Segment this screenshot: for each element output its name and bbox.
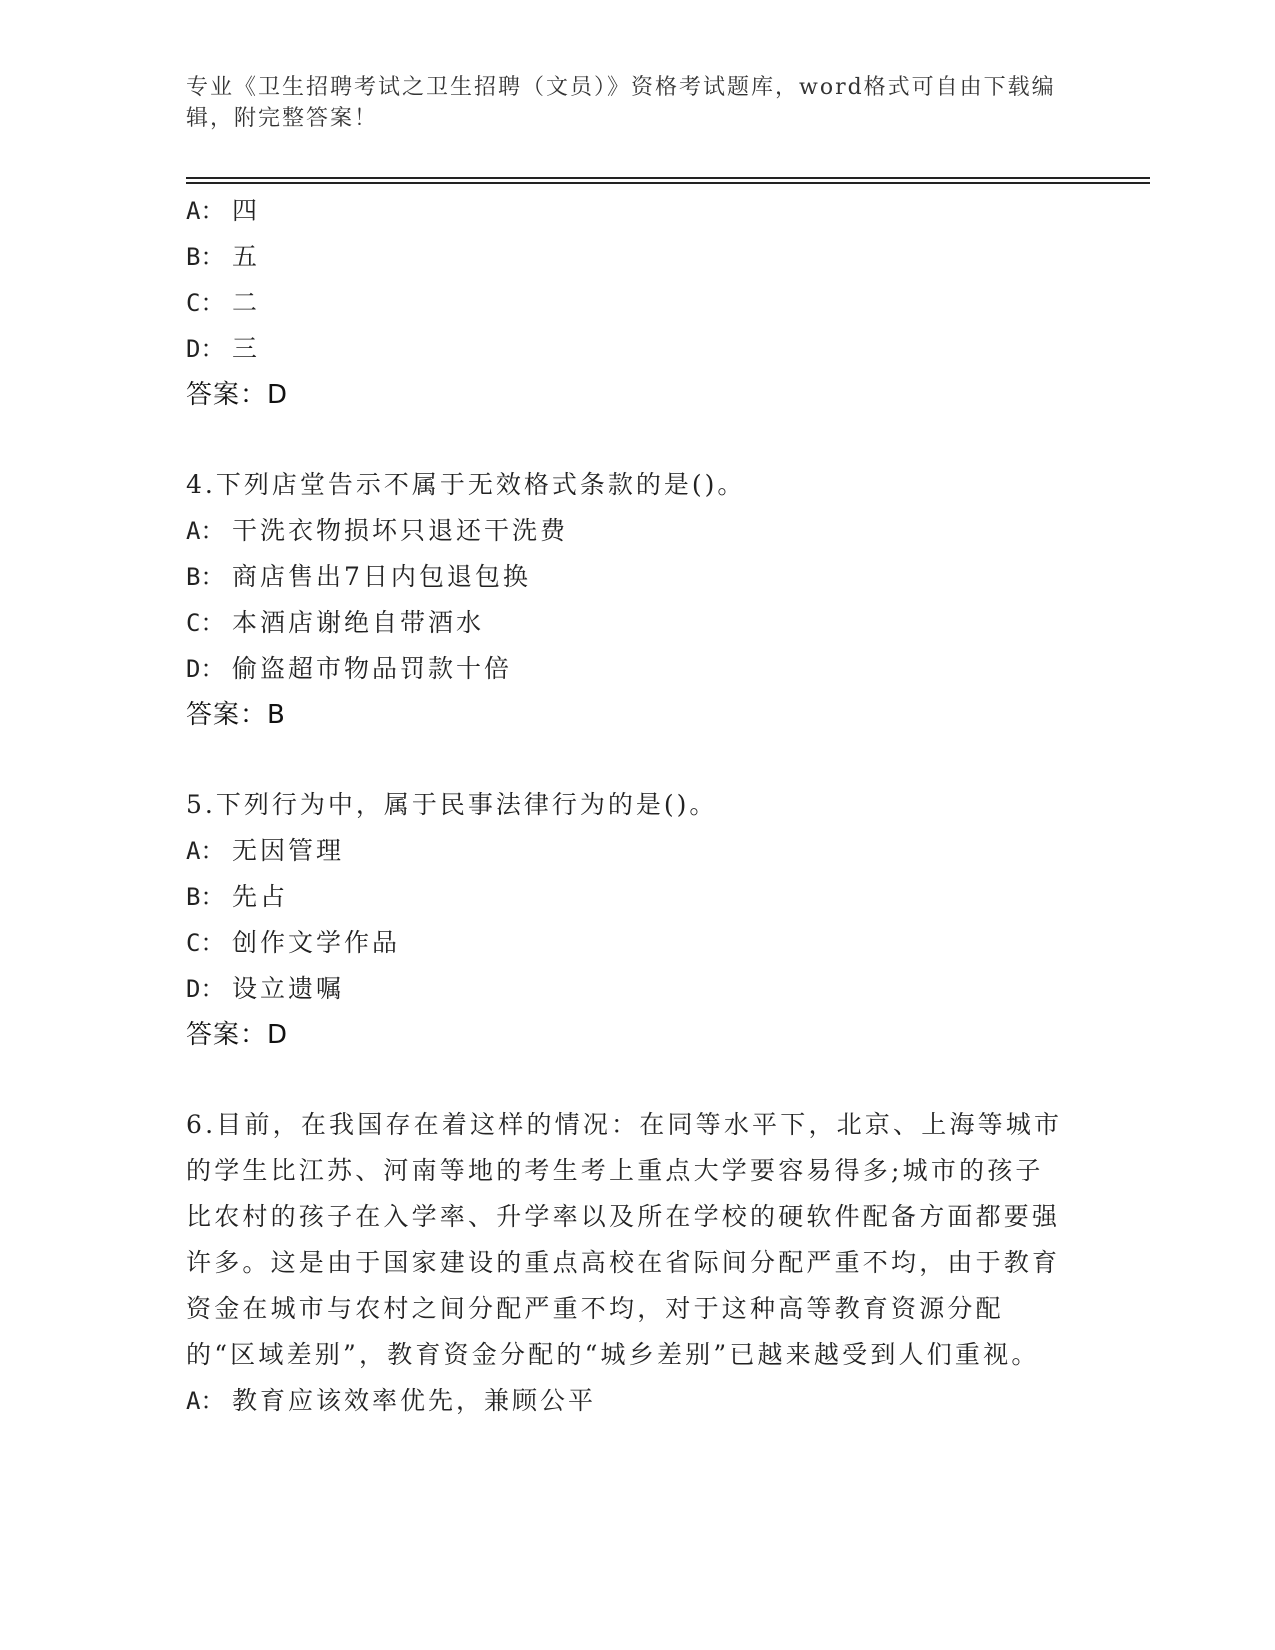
header-divider-second [186, 182, 1150, 184]
spacer [186, 418, 1066, 462]
option-key: C： [186, 929, 225, 957]
option-key: A： [186, 1387, 225, 1415]
option-key: D： [186, 655, 225, 683]
option-text: 设立遗嘱 [232, 974, 345, 1003]
option-key: D： [186, 975, 225, 1003]
option-text: 五 [232, 242, 261, 271]
option-a [186, 188, 1066, 234]
option-text: 创作文学作品 [232, 928, 401, 957]
option-d [186, 646, 1066, 692]
option-d [186, 326, 1066, 372]
option-c [186, 600, 1066, 646]
option-b [186, 234, 1066, 280]
option-b [186, 874, 1066, 920]
option-key: A： [186, 517, 225, 545]
question-stem: 6.目前，在我国存在着这样的情况：在同等水平下，北京、上海等城市的学生比江苏、河南等地的考生考上重点大学要容易得多;城市的孩子比农村的孩子在入学率、升学率以及所在学校的硬软件配备方面都要强许多。这是由于国家建设的重点高校在省际间分配严重不均，由于教育资金在城市与农村之间分配严重不均，对于这种高等教育资源分配的“区域差别”，教育资金分配的“城乡差别”已越来越受到人们重视。 [186, 1110, 1063, 1369]
option-text: 商店售出7日内包退包换 [232, 562, 531, 591]
option-key: C： [186, 609, 225, 637]
option-text: 二 [232, 288, 261, 317]
answer-line: 答案：B [186, 700, 286, 730]
answer-line: 答案：D [186, 1020, 289, 1050]
option-c [186, 920, 1066, 966]
option-key: D： [186, 335, 225, 363]
option-text: 偷盗超市物品罚款十倍 [232, 654, 513, 683]
option-key: C： [186, 289, 225, 317]
option-a [186, 828, 1066, 874]
question-stem: 5.下列行为中，属于民事法律行为的是()。 [186, 790, 718, 819]
option-key: B： [186, 883, 225, 911]
option-key: A： [186, 837, 225, 865]
option-c [186, 280, 1066, 326]
option-text: 无因管理 [232, 836, 345, 865]
option-d [186, 966, 1066, 1012]
option-key: B： [186, 243, 225, 271]
spacer [186, 1058, 1066, 1102]
option-key: A： [186, 197, 225, 225]
option-a [186, 508, 1066, 554]
option-b [186, 554, 1066, 600]
question-stem: 4.下列店堂告示不属于无效格式条款的是()。 [186, 470, 746, 499]
answer-line: 答案：D [186, 380, 289, 410]
option-text: 四 [232, 196, 261, 225]
option-text: 本酒店谢绝自带酒水 [232, 608, 485, 637]
option-text: 三 [232, 334, 261, 363]
option-text: 干洗衣物损坏只退还干洗费 [232, 516, 569, 545]
question-content [186, 188, 1066, 1424]
option-text: 先占 [232, 882, 289, 911]
option-a [186, 1378, 1066, 1424]
page-header: 专业《卫生招聘考试之卫生招聘（文员）》资格考试题库，word格式可自由下载编辑，附完整答案！ [186, 75, 1056, 131]
spacer [186, 738, 1066, 782]
header-divider [186, 177, 1150, 179]
option-text: 教育应该效率优先，兼顾公平 [232, 1386, 597, 1415]
option-key: B： [186, 563, 225, 591]
